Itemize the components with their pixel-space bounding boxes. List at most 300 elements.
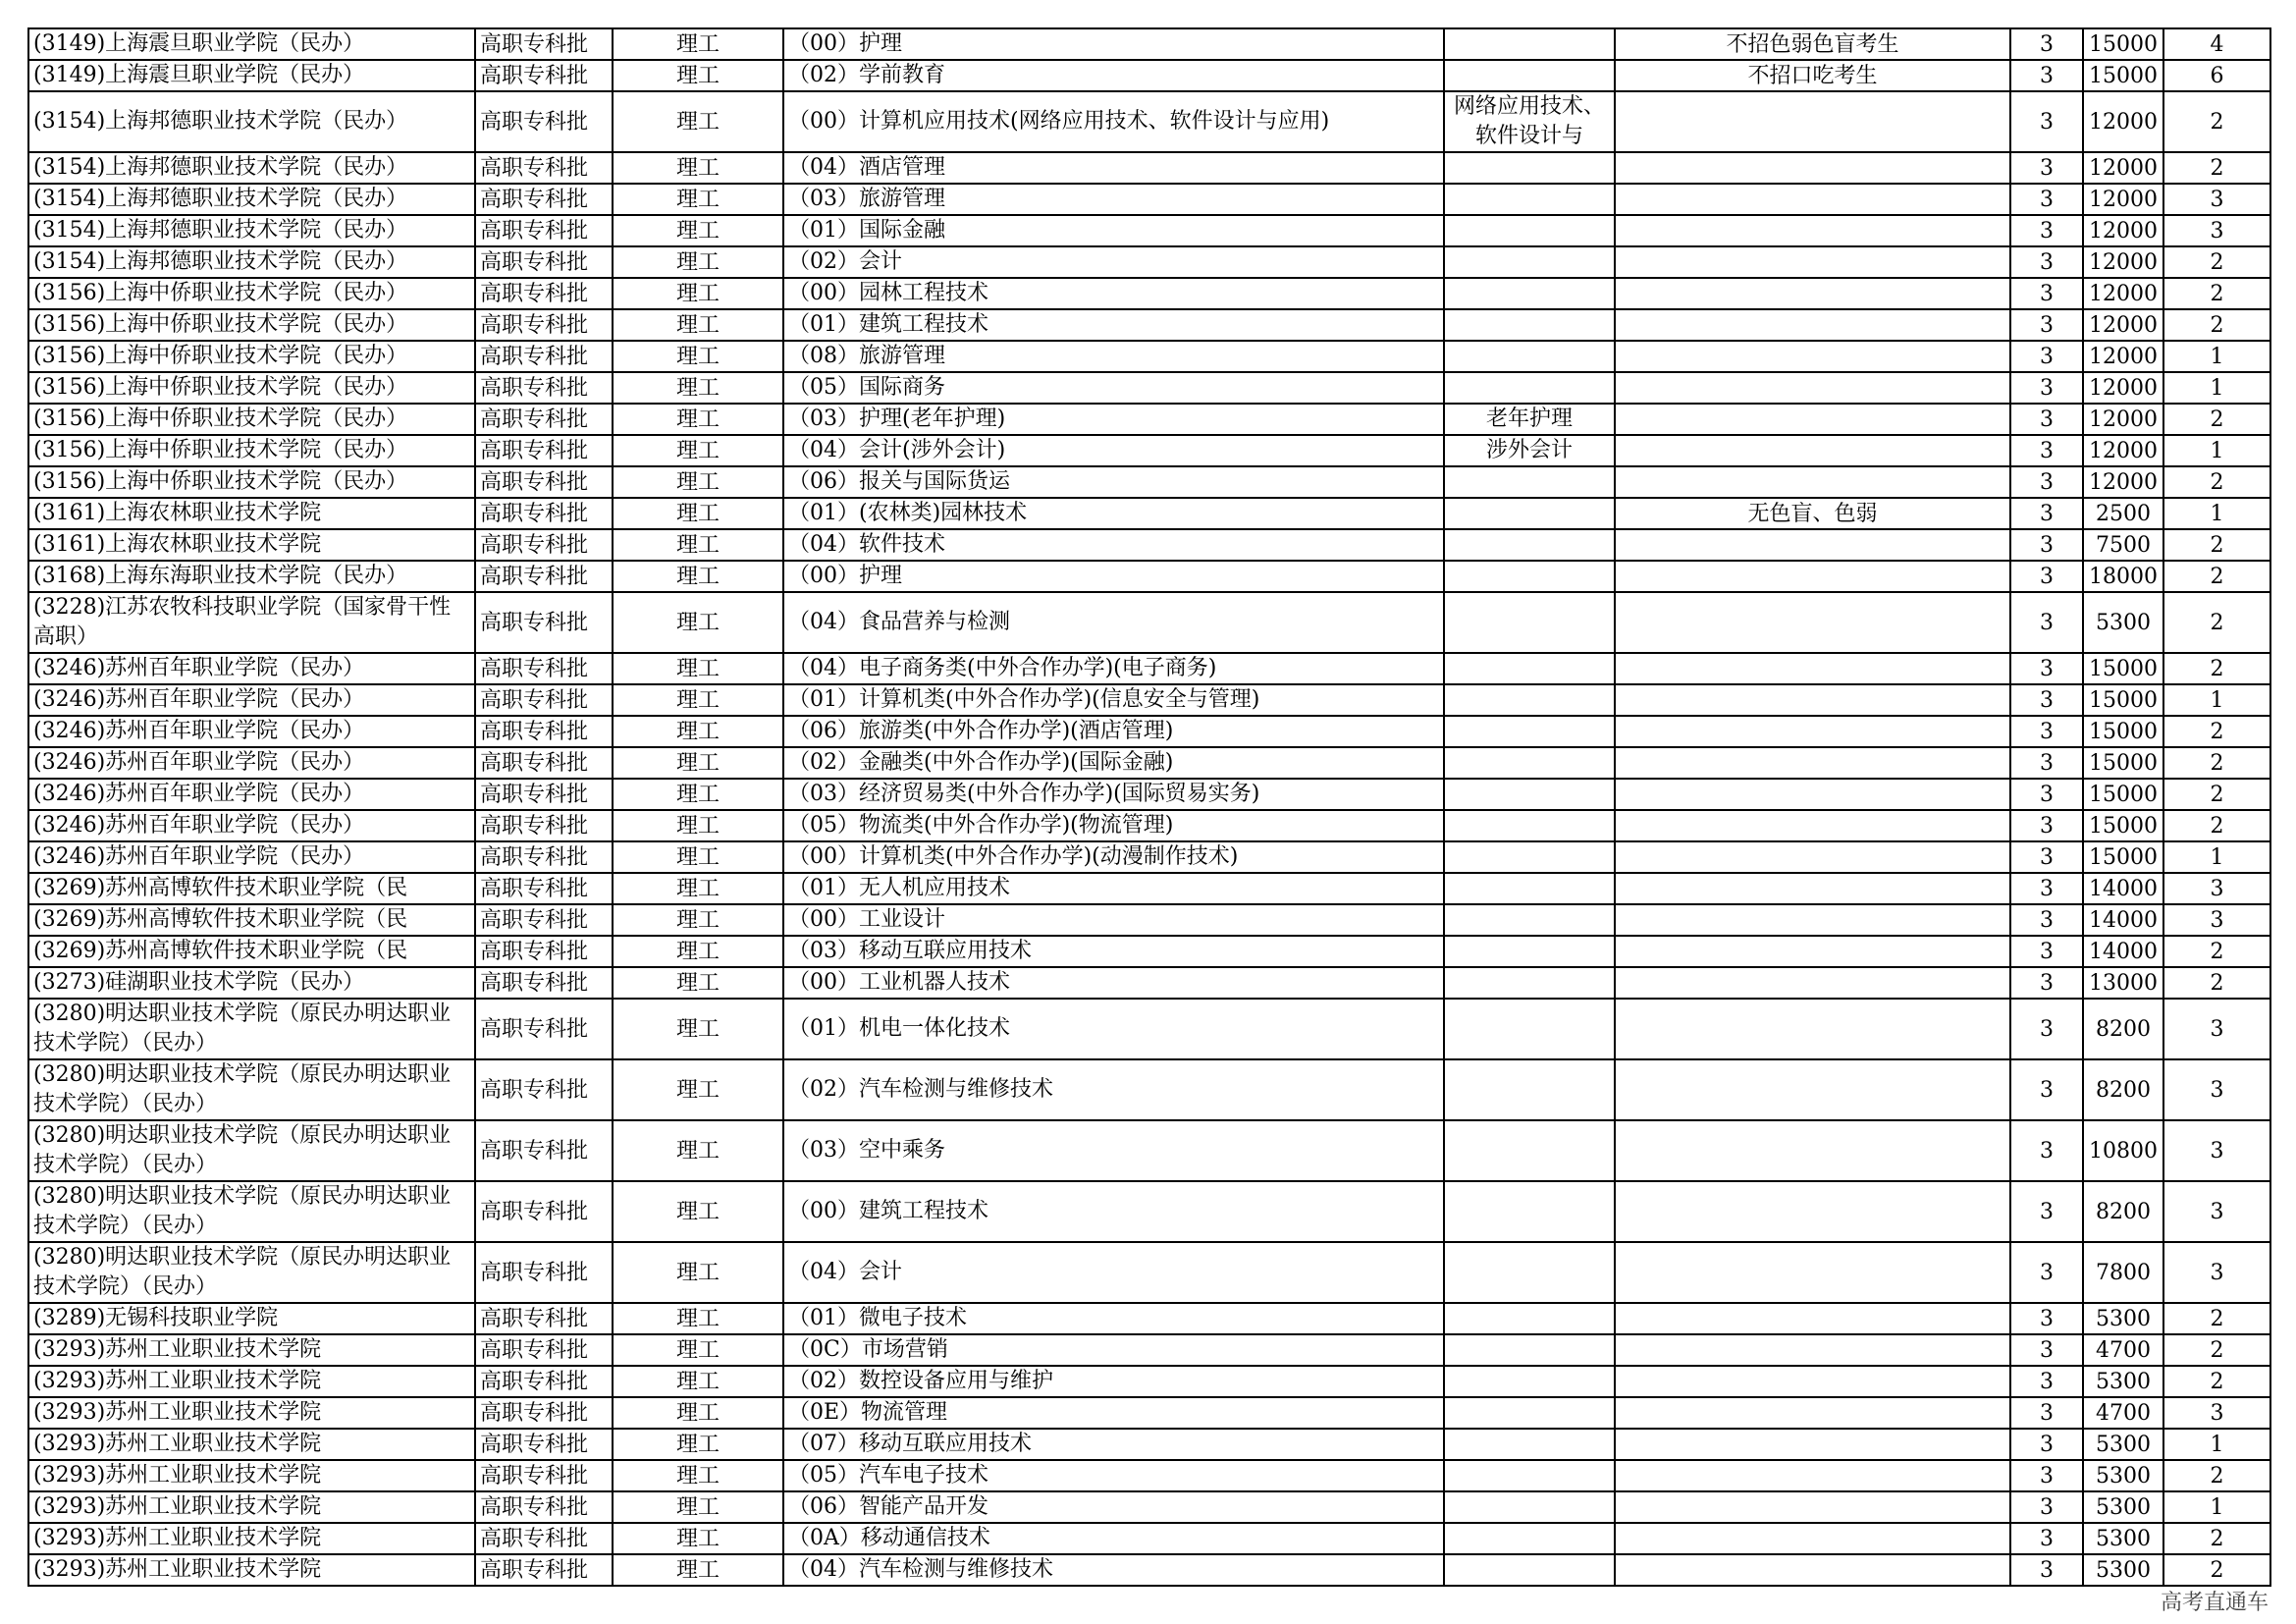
batch-cell: 高职专科批 (475, 904, 613, 936)
plan-count-cell: 1 (2163, 498, 2270, 529)
note-cell (1444, 1120, 1615, 1181)
category-cell: 理工 (613, 435, 783, 466)
major-cell: （02）金融类(中外合作办学)(国际金融) (783, 747, 1444, 779)
school-cell: (3156)上海中侨职业技术学院（民办） (28, 372, 475, 404)
major-cell: （0C）市场营销 (783, 1334, 1444, 1366)
restriction-cell: 不招色弱色盲考生 (1615, 28, 2010, 60)
years-cell: 3 (2010, 1334, 2083, 1366)
note-cell (1444, 1554, 1615, 1586)
years-cell: 3 (2010, 498, 2083, 529)
note-cell (1444, 592, 1615, 653)
tuition-cell: 12000 (2083, 435, 2163, 466)
tuition-cell: 12000 (2083, 309, 2163, 341)
tuition-cell: 5300 (2083, 1429, 2163, 1460)
plan-count-cell: 2 (2163, 466, 2270, 498)
category-cell: 理工 (613, 215, 783, 246)
tuition-cell: 15000 (2083, 28, 2163, 60)
table-row (28, 967, 2270, 999)
category-cell: 理工 (613, 466, 783, 498)
restriction-cell (1615, 1491, 2010, 1523)
batch-cell: 高职专科批 (475, 404, 613, 435)
batch-cell: 高职专科批 (475, 1554, 613, 1586)
note-cell (1444, 152, 1615, 184)
plan-count-cell: 2 (2163, 1366, 2270, 1397)
plan-count-cell: 2 (2163, 716, 2270, 747)
category-cell: 理工 (613, 184, 783, 215)
school-cell: (3156)上海中侨职业技术学院（民办） (28, 435, 475, 466)
tuition-cell: 5300 (2083, 592, 2163, 653)
tuition-cell: 12000 (2083, 184, 2163, 215)
major-cell: （07）移动互联应用技术 (783, 1429, 1444, 1460)
school-cell: (3168)上海东海职业技术学院（民办） (28, 561, 475, 592)
batch-cell: 高职专科批 (475, 841, 613, 873)
plan-count-cell: 2 (2163, 1554, 2270, 1586)
note-cell (1444, 498, 1615, 529)
batch-cell: 高职专科批 (475, 1523, 613, 1554)
note-cell (1444, 60, 1615, 91)
table-row (28, 498, 2270, 529)
batch-cell: 高职专科批 (475, 999, 613, 1059)
school-cell: (3161)上海农林职业技术学院 (28, 529, 475, 561)
plan-count-cell: 1 (2163, 372, 2270, 404)
note-cell (1444, 810, 1615, 841)
note-cell (1444, 653, 1615, 684)
table-row (28, 592, 2270, 653)
years-cell: 3 (2010, 779, 2083, 810)
note-cell: 涉外会计 (1444, 435, 1615, 466)
category-cell: 理工 (613, 561, 783, 592)
tuition-cell: 15000 (2083, 653, 2163, 684)
major-cell: （06）旅游类(中外合作办学)(酒店管理) (783, 716, 1444, 747)
tuition-cell: 4700 (2083, 1397, 2163, 1429)
restriction-cell (1615, 1242, 2010, 1303)
major-cell: （04）会计(涉外会计) (783, 435, 1444, 466)
restriction-cell (1615, 1303, 2010, 1334)
years-cell: 3 (2010, 215, 2083, 246)
years-cell: 3 (2010, 435, 2083, 466)
plan-count-cell: 3 (2163, 1397, 2270, 1429)
restriction-cell (1615, 372, 2010, 404)
batch-cell: 高职专科批 (475, 1303, 613, 1334)
batch-cell: 高职专科批 (475, 684, 613, 716)
tuition-cell: 7800 (2083, 1242, 2163, 1303)
table-row (28, 529, 2270, 561)
school-cell: (3156)上海中侨职业技术学院（民办） (28, 404, 475, 435)
table-row (28, 873, 2270, 904)
school-cell: (3273)硅湖职业技术学院（民办） (28, 967, 475, 999)
tuition-cell: 12000 (2083, 372, 2163, 404)
years-cell: 3 (2010, 716, 2083, 747)
table-row (28, 341, 2270, 372)
admissions-table (27, 27, 2271, 1587)
table-row (28, 904, 2270, 936)
batch-cell: 高职专科批 (475, 1334, 613, 1366)
years-cell: 3 (2010, 404, 2083, 435)
tuition-cell: 12000 (2083, 466, 2163, 498)
major-cell: （00）建筑工程技术 (783, 1181, 1444, 1242)
major-cell: （01）(农林类)园林技术 (783, 498, 1444, 529)
category-cell: 理工 (613, 60, 783, 91)
plan-count-cell: 2 (2163, 1523, 2270, 1554)
table-row (28, 184, 2270, 215)
major-cell: （02）数控设备应用与维护 (783, 1366, 1444, 1397)
category-cell: 理工 (613, 967, 783, 999)
major-cell: （04）食品营养与检测 (783, 592, 1444, 653)
school-cell: (3156)上海中侨职业技术学院（民办） (28, 466, 475, 498)
note-cell (1444, 1303, 1615, 1334)
school-cell: (3154)上海邦德职业技术学院（民办） (28, 184, 475, 215)
table-row (28, 1181, 2270, 1242)
category-cell: 理工 (613, 498, 783, 529)
years-cell: 3 (2010, 684, 2083, 716)
tuition-cell: 5300 (2083, 1460, 2163, 1491)
plan-count-cell: 2 (2163, 91, 2270, 152)
tuition-cell: 15000 (2083, 841, 2163, 873)
note-cell (1444, 309, 1615, 341)
school-cell: (3149)上海震旦职业学院（民办） (28, 28, 475, 60)
major-cell: （03）旅游管理 (783, 184, 1444, 215)
table-row (28, 435, 2270, 466)
restriction-cell (1615, 779, 2010, 810)
table-row (28, 1120, 2270, 1181)
restriction-cell (1615, 529, 2010, 561)
years-cell: 3 (2010, 466, 2083, 498)
note-cell (1444, 372, 1615, 404)
years-cell: 3 (2010, 999, 2083, 1059)
school-cell: (3269)苏州高博软件技术职业学院（民 (28, 873, 475, 904)
years-cell: 3 (2010, 1397, 2083, 1429)
major-cell: （00）工业机器人技术 (783, 967, 1444, 999)
restriction-cell (1615, 561, 2010, 592)
restriction-cell (1615, 1460, 2010, 1491)
note-cell (1444, 1523, 1615, 1554)
note-cell (1444, 967, 1615, 999)
plan-count-cell: 2 (2163, 592, 2270, 653)
major-cell: （00）工业设计 (783, 904, 1444, 936)
school-cell: (3246)苏州百年职业学院（民办） (28, 747, 475, 779)
major-cell: （03）空中乘务 (783, 1120, 1444, 1181)
restriction-cell (1615, 592, 2010, 653)
plan-count-cell: 3 (2163, 1059, 2270, 1120)
tuition-cell: 12000 (2083, 278, 2163, 309)
note-cell: 老年护理 (1444, 404, 1615, 435)
years-cell: 3 (2010, 904, 2083, 936)
table-row (28, 1554, 2270, 1586)
major-cell: （03）移动互联应用技术 (783, 936, 1444, 967)
category-cell: 理工 (613, 404, 783, 435)
table-row (28, 91, 2270, 152)
plan-count-cell: 3 (2163, 215, 2270, 246)
school-cell: (3161)上海农林职业技术学院 (28, 498, 475, 529)
note-cell (1444, 716, 1615, 747)
note-cell (1444, 529, 1615, 561)
major-cell: （00）计算机类(中外合作办学)(动漫制作技术) (783, 841, 1444, 873)
note-cell (1444, 278, 1615, 309)
note-cell (1444, 1181, 1615, 1242)
table-row (28, 779, 2270, 810)
school-cell: (3154)上海邦德职业技术学院（民办） (28, 215, 475, 246)
tuition-cell: 15000 (2083, 747, 2163, 779)
restriction-cell (1615, 1334, 2010, 1366)
category-cell: 理工 (613, 28, 783, 60)
restriction-cell (1615, 1554, 2010, 1586)
tuition-cell: 5300 (2083, 1554, 2163, 1586)
restriction-cell (1615, 184, 2010, 215)
plan-count-cell: 3 (2163, 1242, 2270, 1303)
school-cell: (3149)上海震旦职业学院（民办） (28, 60, 475, 91)
note-cell (1444, 936, 1615, 967)
note-cell (1444, 904, 1615, 936)
plan-count-cell: 3 (2163, 184, 2270, 215)
restriction-cell (1615, 1397, 2010, 1429)
category-cell: 理工 (613, 1491, 783, 1523)
batch-cell: 高职专科批 (475, 1242, 613, 1303)
plan-count-cell: 2 (2163, 561, 2270, 592)
years-cell: 3 (2010, 561, 2083, 592)
table-row (28, 404, 2270, 435)
tuition-cell: 12000 (2083, 341, 2163, 372)
plan-count-cell: 2 (2163, 747, 2270, 779)
major-cell: （05）物流类(中外合作办学)(物流管理) (783, 810, 1444, 841)
major-cell: （01）国际金融 (783, 215, 1444, 246)
table-row (28, 1242, 2270, 1303)
category-cell: 理工 (613, 1429, 783, 1460)
category-cell: 理工 (613, 653, 783, 684)
years-cell: 3 (2010, 1460, 2083, 1491)
restriction-cell: 不招口吃考生 (1615, 60, 2010, 91)
note-cell (1444, 561, 1615, 592)
restriction-cell (1615, 1059, 2010, 1120)
restriction-cell (1615, 152, 2010, 184)
note-cell (1444, 1059, 1615, 1120)
batch-cell: 高职专科批 (475, 184, 613, 215)
category-cell: 理工 (613, 810, 783, 841)
note-cell (1444, 28, 1615, 60)
years-cell: 3 (2010, 1366, 2083, 1397)
table-row (28, 466, 2270, 498)
years-cell: 3 (2010, 873, 2083, 904)
plan-count-cell: 3 (2163, 1120, 2270, 1181)
note-cell (1444, 1366, 1615, 1397)
plan-count-cell: 6 (2163, 60, 2270, 91)
years-cell: 3 (2010, 1120, 2083, 1181)
batch-cell: 高职专科批 (475, 28, 613, 60)
tuition-cell: 8200 (2083, 999, 2163, 1059)
batch-cell: 高职专科批 (475, 716, 613, 747)
tuition-cell: 14000 (2083, 904, 2163, 936)
batch-cell: 高职专科批 (475, 592, 613, 653)
batch-cell: 高职专科批 (475, 1397, 613, 1429)
restriction-cell (1615, 873, 2010, 904)
tuition-cell: 18000 (2083, 561, 2163, 592)
category-cell: 理工 (613, 1120, 783, 1181)
restriction-cell (1615, 904, 2010, 936)
table-row (28, 246, 2270, 278)
school-cell: (3246)苏州百年职业学院（民办） (28, 716, 475, 747)
restriction-cell (1615, 841, 2010, 873)
table-row (28, 747, 2270, 779)
category-cell: 理工 (613, 1366, 783, 1397)
table-row (28, 1491, 2270, 1523)
years-cell: 3 (2010, 747, 2083, 779)
school-cell: (3154)上海邦德职业技术学院（民办） (28, 152, 475, 184)
category-cell: 理工 (613, 1181, 783, 1242)
category-cell: 理工 (613, 1554, 783, 1586)
years-cell: 3 (2010, 810, 2083, 841)
major-cell: （00）护理 (783, 561, 1444, 592)
restriction-cell (1615, 1523, 2010, 1554)
category-cell: 理工 (613, 904, 783, 936)
batch-cell: 高职专科批 (475, 215, 613, 246)
major-cell: （01）计算机类(中外合作办学)(信息安全与管理) (783, 684, 1444, 716)
major-cell: （06）报关与国际货运 (783, 466, 1444, 498)
note-cell (1444, 999, 1615, 1059)
years-cell: 3 (2010, 1303, 2083, 1334)
table-row (28, 1397, 2270, 1429)
school-cell: (3293)苏州工业职业技术学院 (28, 1460, 475, 1491)
major-cell: （08）旅游管理 (783, 341, 1444, 372)
category-cell: 理工 (613, 1303, 783, 1334)
years-cell: 3 (2010, 246, 2083, 278)
major-cell: （04）软件技术 (783, 529, 1444, 561)
note-cell (1444, 466, 1615, 498)
major-cell: （06）智能产品开发 (783, 1491, 1444, 1523)
note-cell (1444, 779, 1615, 810)
plan-count-cell: 2 (2163, 1460, 2270, 1491)
batch-cell: 高职专科批 (475, 936, 613, 967)
major-cell: （00）护理 (783, 28, 1444, 60)
major-cell: （00）计算机应用技术(网络应用技术、软件设计与应用) (783, 91, 1444, 152)
category-cell: 理工 (613, 1242, 783, 1303)
plan-count-cell: 3 (2163, 1181, 2270, 1242)
batch-cell: 高职专科批 (475, 561, 613, 592)
school-cell: (3156)上海中侨职业技术学院（民办） (28, 341, 475, 372)
tuition-cell: 10800 (2083, 1120, 2163, 1181)
table-row (28, 372, 2270, 404)
years-cell: 3 (2010, 1242, 2083, 1303)
school-cell: (3246)苏州百年职业学院（民办） (28, 810, 475, 841)
batch-cell: 高职专科批 (475, 529, 613, 561)
major-cell: （02）汽车检测与维修技术 (783, 1059, 1444, 1120)
table-row (28, 60, 2270, 91)
plan-count-cell: 2 (2163, 653, 2270, 684)
restriction-cell (1615, 466, 2010, 498)
major-cell: （0A）移动通信技术 (783, 1523, 1444, 1554)
years-cell: 3 (2010, 60, 2083, 91)
major-cell: （01）无人机应用技术 (783, 873, 1444, 904)
restriction-cell (1615, 1181, 2010, 1242)
school-cell: (3293)苏州工业职业技术学院 (28, 1429, 475, 1460)
restriction-cell (1615, 215, 2010, 246)
category-cell: 理工 (613, 529, 783, 561)
years-cell: 3 (2010, 967, 2083, 999)
plan-count-cell: 2 (2163, 1334, 2270, 1366)
note-cell (1444, 184, 1615, 215)
tuition-cell: 15000 (2083, 810, 2163, 841)
major-cell: （05）国际商务 (783, 372, 1444, 404)
plan-count-cell: 2 (2163, 810, 2270, 841)
school-cell: (3289)无锡科技职业学院 (28, 1303, 475, 1334)
batch-cell: 高职专科批 (475, 779, 613, 810)
category-cell: 理工 (613, 684, 783, 716)
major-cell: （04）会计 (783, 1242, 1444, 1303)
plan-count-cell: 3 (2163, 999, 2270, 1059)
plan-count-cell: 1 (2163, 435, 2270, 466)
restriction-cell (1615, 967, 2010, 999)
tuition-cell: 14000 (2083, 936, 2163, 967)
tuition-cell: 8200 (2083, 1181, 2163, 1242)
plan-count-cell: 2 (2163, 967, 2270, 999)
school-cell: (3154)上海邦德职业技术学院（民办） (28, 91, 475, 152)
batch-cell: 高职专科批 (475, 810, 613, 841)
school-cell: (3228)江苏农牧科技职业学院（国家骨干性高职） (28, 592, 475, 653)
tuition-cell: 4700 (2083, 1334, 2163, 1366)
category-cell: 理工 (613, 91, 783, 152)
category-cell: 理工 (613, 278, 783, 309)
restriction-cell (1615, 309, 2010, 341)
tuition-cell: 5300 (2083, 1491, 2163, 1523)
school-cell: (3246)苏州百年职业学院（民办） (28, 684, 475, 716)
restriction-cell (1615, 716, 2010, 747)
tuition-cell: 5300 (2083, 1523, 2163, 1554)
plan-count-cell: 2 (2163, 278, 2270, 309)
table-row (28, 999, 2270, 1059)
note-cell (1444, 1334, 1615, 1366)
school-cell: (3293)苏州工业职业技术学院 (28, 1523, 475, 1554)
major-cell: （03）经济贸易类(中外合作办学)(国际贸易实务) (783, 779, 1444, 810)
years-cell: 3 (2010, 309, 2083, 341)
years-cell: 3 (2010, 1523, 2083, 1554)
school-cell: (3269)苏州高博软件技术职业学院（民 (28, 936, 475, 967)
table-row (28, 215, 2270, 246)
years-cell: 3 (2010, 152, 2083, 184)
major-cell: （01）微电子技术 (783, 1303, 1444, 1334)
tuition-cell: 12000 (2083, 215, 2163, 246)
batch-cell: 高职专科批 (475, 967, 613, 999)
category-cell: 理工 (613, 1397, 783, 1429)
batch-cell: 高职专科批 (475, 1059, 613, 1120)
school-cell: (3280)明达职业技术学院（原民办明达职业技术学院）（民办） (28, 1120, 475, 1181)
tuition-cell: 12000 (2083, 91, 2163, 152)
table-row (28, 684, 2270, 716)
category-cell: 理工 (613, 1059, 783, 1120)
table-row (28, 278, 2270, 309)
category-cell: 理工 (613, 341, 783, 372)
school-cell: (3293)苏州工业职业技术学院 (28, 1334, 475, 1366)
years-cell: 3 (2010, 529, 2083, 561)
note-cell (1444, 841, 1615, 873)
table-row (28, 152, 2270, 184)
years-cell: 3 (2010, 91, 2083, 152)
category-cell: 理工 (613, 841, 783, 873)
note-cell (1444, 246, 1615, 278)
school-cell: (3280)明达职业技术学院（原民办明达职业技术学院）（民办） (28, 1242, 475, 1303)
restriction-cell (1615, 404, 2010, 435)
plan-count-cell: 2 (2163, 779, 2270, 810)
category-cell: 理工 (613, 1460, 783, 1491)
restriction-cell (1615, 341, 2010, 372)
restriction-cell (1615, 684, 2010, 716)
restriction-cell (1615, 810, 2010, 841)
school-cell: (3246)苏州百年职业学院（民办） (28, 779, 475, 810)
table-row (28, 1366, 2270, 1397)
tuition-cell: 15000 (2083, 716, 2163, 747)
years-cell: 3 (2010, 372, 2083, 404)
years-cell: 3 (2010, 841, 2083, 873)
category-cell: 理工 (613, 873, 783, 904)
note-cell (1444, 1429, 1615, 1460)
restriction-cell (1615, 747, 2010, 779)
